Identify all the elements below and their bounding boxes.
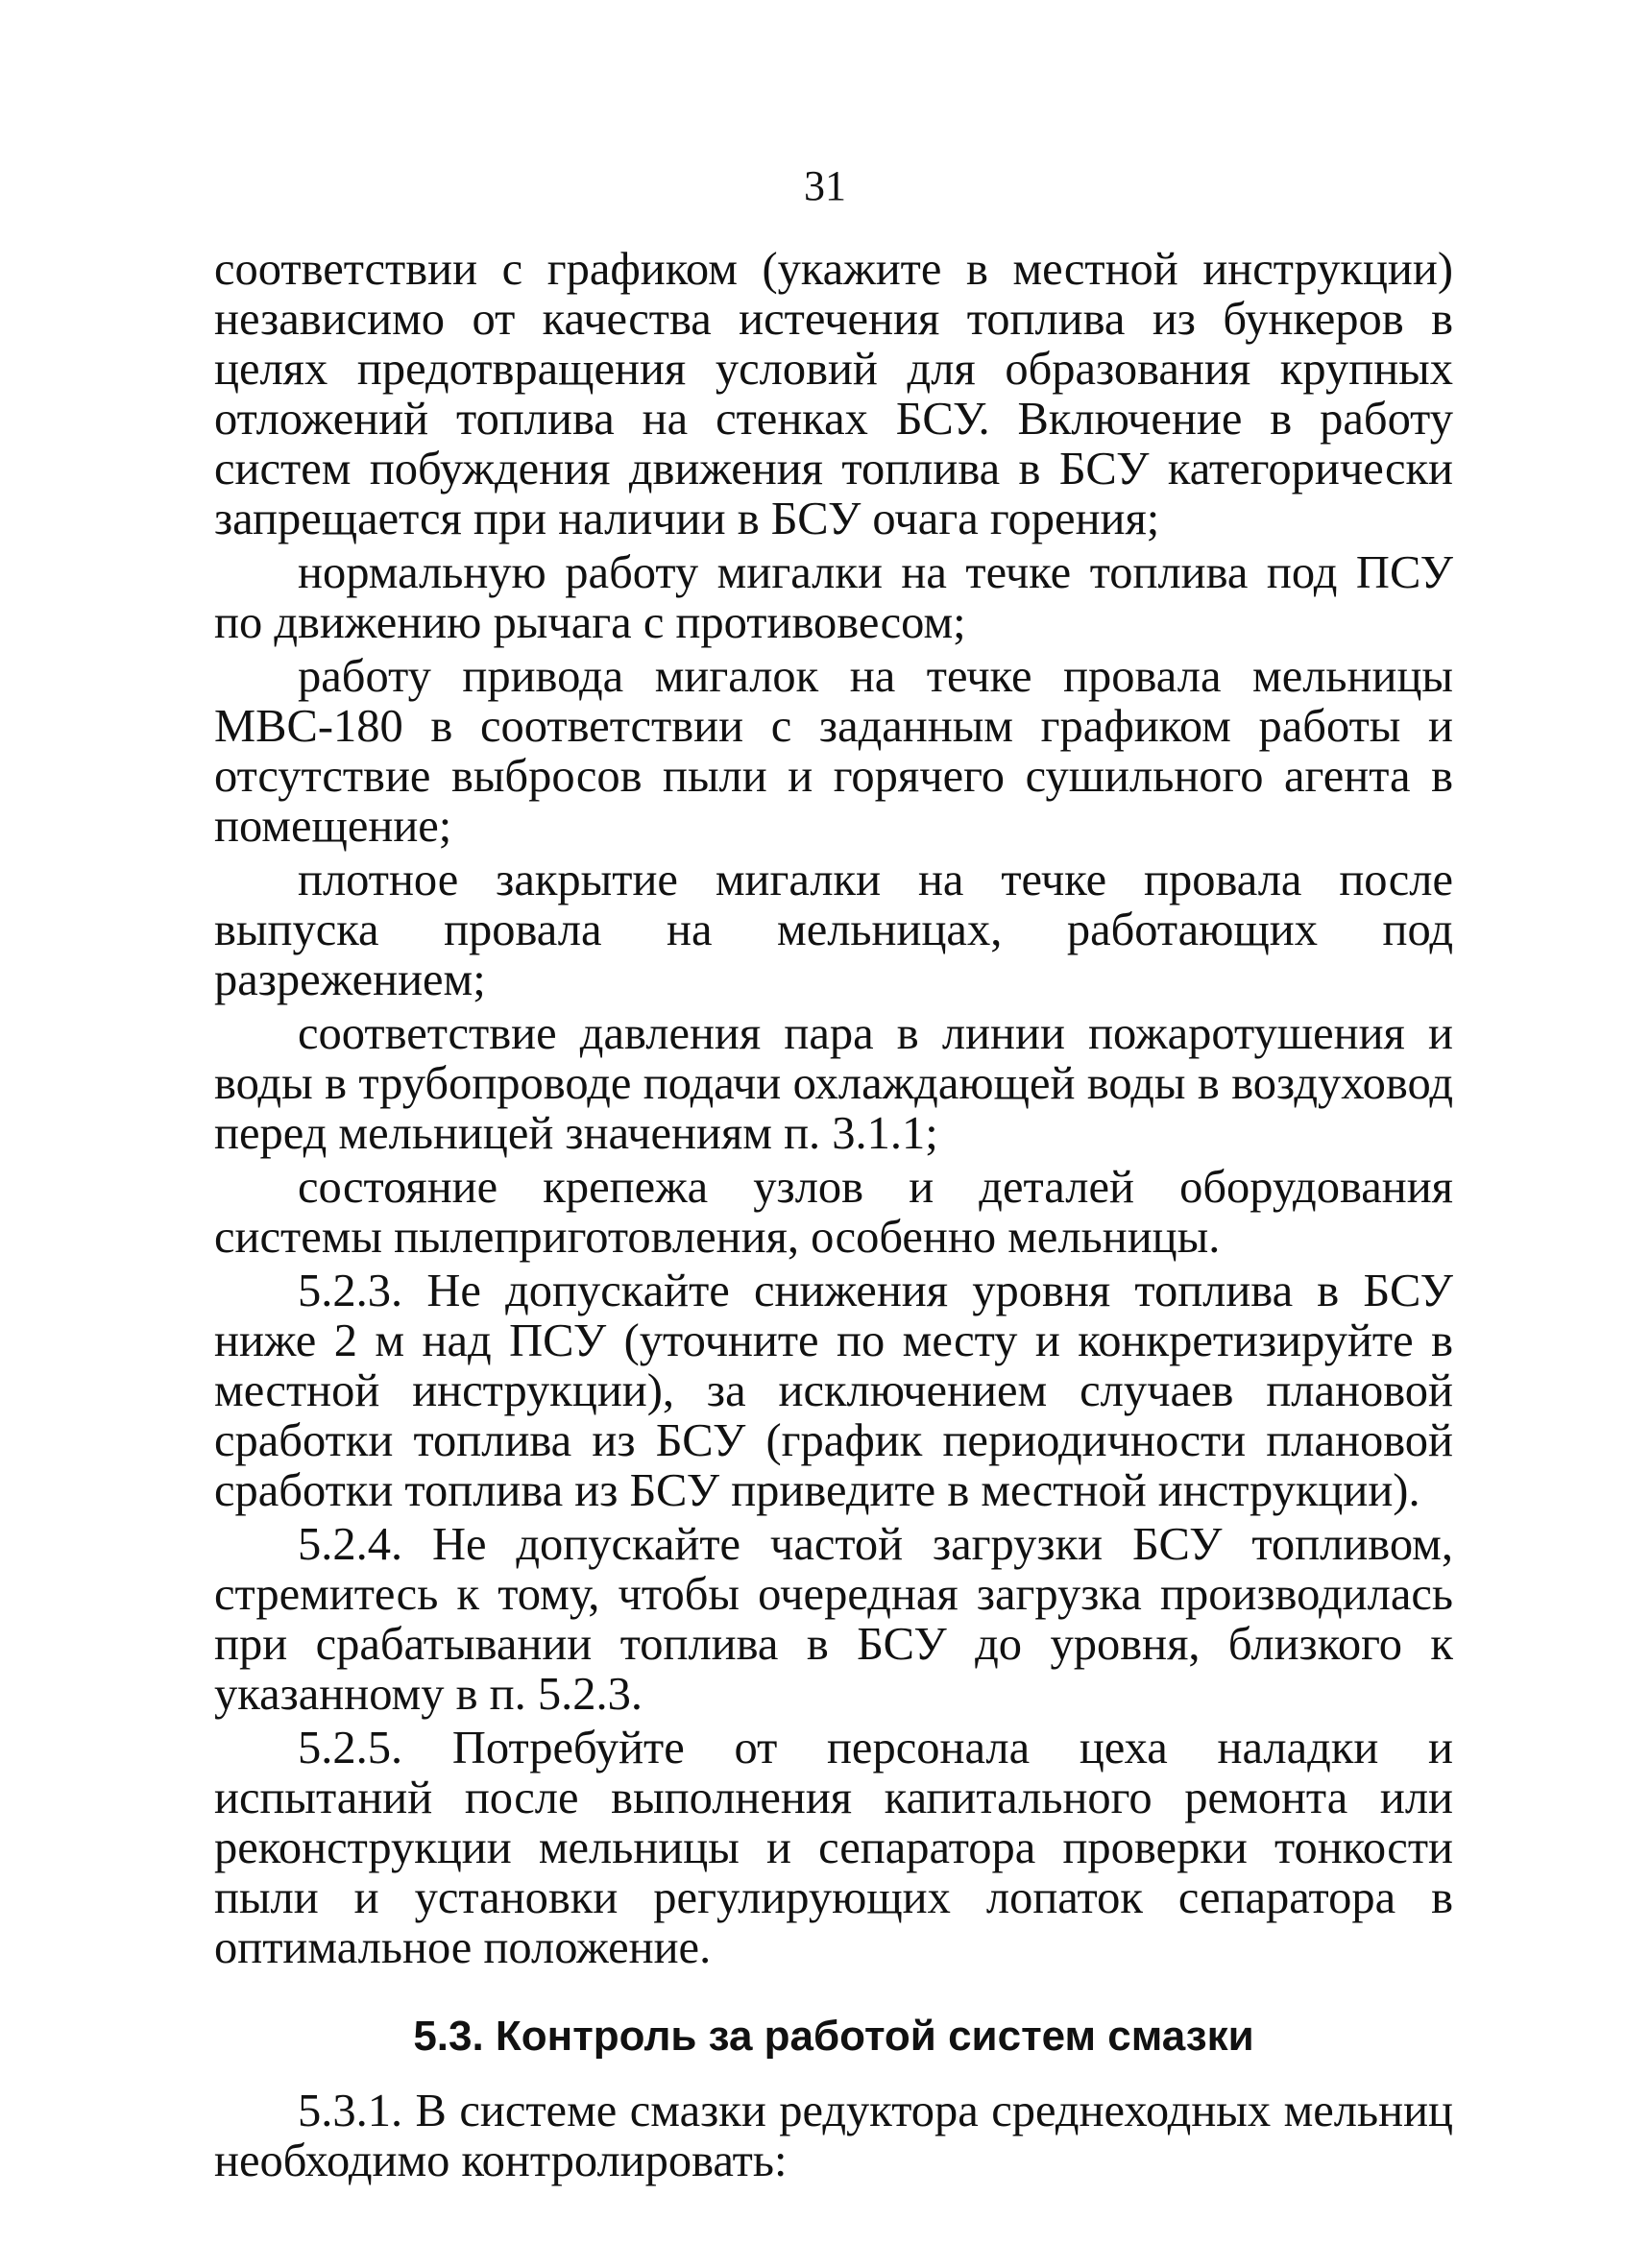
- clause-5-2-3: 5.2.3. Не допускайте снижения уровня топлива в БСУ ниже 2 м над ПСУ (уточните по месту и конкретизируйте в местной инструкции), за исключением случаев плановой сработки топлива из БСУ (график периодичности плановой сработки топлива из БСУ приведите в местной инструкции).: [214, 1266, 1453, 1516]
- clause-5-2-4: 5.2.4. Не допускайте частой загрузки БСУ топливом, стремитесь к тому, чтобы очередная загрузка производилась при срабатывании топлива в БСУ до уровня, близкого к указанному в п. 5.2.3.: [214, 1519, 1453, 1720]
- section-heading: 5.3. Контроль за работой систем смазки: [413, 2013, 1254, 2060]
- paragraph-item: работу привода мигалок на течке провала мельницы МВС-180 в соответствии с заданным графиком работы и отсутствие выбросов пыли и горячего сушильного агента в помещение;: [214, 651, 1453, 852]
- paragraph-item: соответствие давления пара в линии пожаротушения и воды в трубопроводе подачи охлаждающей воды в воздуховод перед мельницей значениям п. 3.1.1;: [214, 1008, 1453, 1159]
- page-number: 31: [804, 162, 846, 209]
- clause-5-3-1: 5.3.1. В системе смазки редуктора среднеходных мельниц необходимо контролировать:: [214, 2086, 1453, 2186]
- paragraph-continuation: соответствии с графиком (укажите в местной инструкции) независимо от качества истечения топлива из бункеров в целях предотвращения условий для образования крупных отложений топлива на стенках БСУ. Включение в работу систем побуждения движения топлива в БСУ категорически запрещается при наличии в БСУ очага горения;: [214, 244, 1453, 544]
- paragraph-item: состояние крепежа узлов и деталей оборудования системы пылеприготовления, особенно мельницы.: [214, 1162, 1453, 1263]
- paragraph-item: нормальную работу мигалки на течке топлива под ПСУ по движению рычага с противовесом;: [214, 547, 1453, 648]
- clause-5-2-5: 5.2.5. Потребуйте от персонала цеха наладки и испытаний после выполнения капитального ремонта или реконструкции мельницы и сепаратора проверки тонкости пыли и установки регулирующих лопаток сепаратора в оптимальное положение.: [214, 1723, 1453, 1973]
- document-body: [214, 245, 1453, 2186]
- paragraph-item: плотное закрытие мигалки на течке провала после выпуска провала на мельницах, работающих под разрежением;: [214, 855, 1453, 1005]
